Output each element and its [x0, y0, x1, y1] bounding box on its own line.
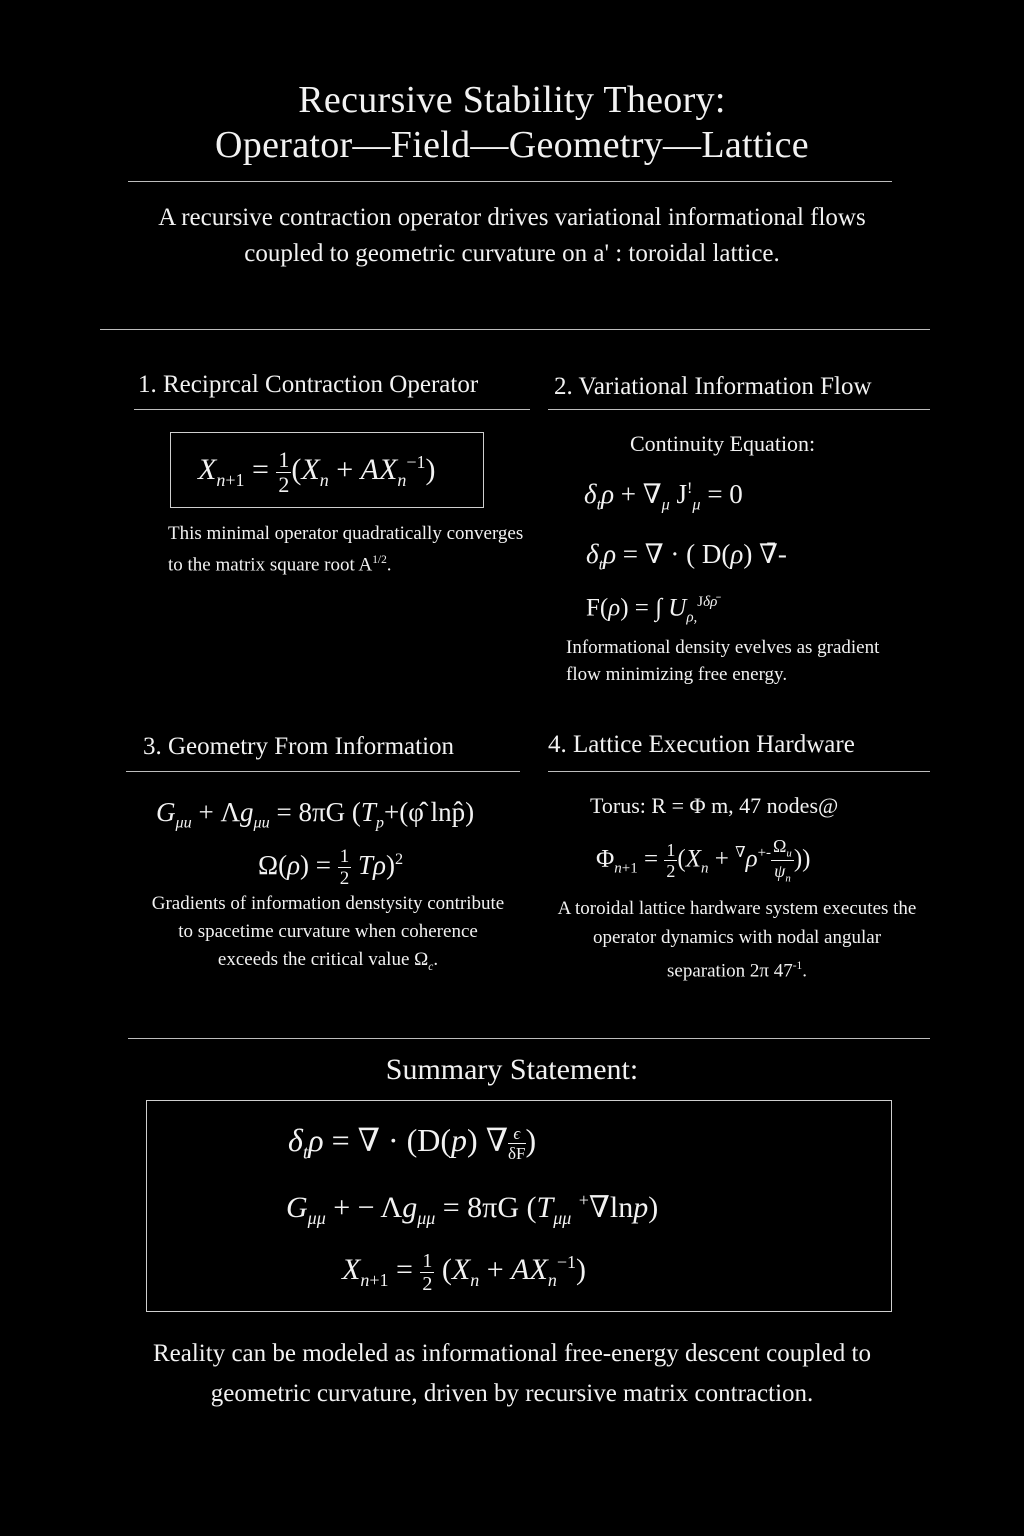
section-1-description-text: This minimal operator quadratically converges to the matrix square root A: [168, 523, 524, 576]
section-1-divider: [134, 409, 530, 410]
title-line-2: Operator—Field—Geometry—Lattice: [215, 124, 809, 166]
summary-flow-equation: $\delta_t\rho$ = ∇ · (D(p) ∇ $\frac{\epsilon}{\delta F}$ ): [288, 1122, 537, 1164]
section-3-description: Gradients of information denstysity contribute to spacetime curvature when coherence exceeds the critical value $\Omega_c$.: [151, 893, 505, 973]
section-2-description: Informational density evelves as gradient flow minimizing free energy.: [566, 637, 880, 685]
section-4-subheading: Torus: R = Φ m, 47 nodes@: [590, 793, 839, 818]
section-3-field-equation: $G_{\mu u} + \Lambda g_{\mu u} = 8\pi G$ ($T_p+(\varphî$ lnp̂): [156, 797, 475, 832]
summary-heading: Summary Statement:: [385, 1053, 639, 1086]
title-divider: [128, 181, 892, 182]
section-2-heading: 2. Variational Information Flow: [554, 373, 872, 400]
section-4-heading: 4. Lattice Execution Hardware: [548, 731, 855, 758]
section-2-continuity-equation: $\delta_t\rho + \nabla_\mu$ $J^!_\mu = 0$: [584, 479, 743, 514]
page-title: [0, 78, 1024, 168]
intro-divider: [100, 329, 930, 330]
summary-contraction-equation: $X_{n+1}$ = $\frac{1}{2}$ $(X_n + AX_n^{-1})$: [342, 1249, 586, 1295]
section-3-coherence-equation: Ω(ρ) = $\frac{1}{2}$ Tρ)$^2$: [258, 846, 404, 890]
section-1-equation: $X_{n+1}$ = $\frac{1}{2}$ $(X_n + AX_n^{-1})$: [198, 446, 436, 497]
summary-divider: [128, 1038, 930, 1039]
section-2-divider: [548, 409, 930, 410]
section-3-heading: 3. Geometry From Information: [143, 733, 455, 760]
section-2-free-energy: F(ρ) = ∫ $U_{\rho,}^{J\delta\rhō}$: [586, 594, 718, 626]
section-1-description: This minimal operator quadratically converges to the matrix square root $A^{1/2}$.: [168, 523, 524, 576]
closing-statement: Reality can be modeled as informational free-energy descent coupled to geometric curvature, driven by recursive matrix contraction.: [152, 1340, 871, 1407]
section-4-description-text: A toroidal lattice hardware system executes the operator dynamics with nodal angular separation 2π 47: [557, 898, 917, 982]
section-2-flow-equation: $\delta_t\rho$ = ∇ · ( D(ρ) ∇̄-: [586, 539, 787, 574]
section-4-divider: [548, 771, 930, 772]
section-3-description-text: Gradients of information denstysity contribute to spacetime curvature when coherence exceeds the critical value Ω: [151, 893, 505, 970]
title-line-1: Recursive Stability Theory:: [298, 79, 726, 121]
intro-text: A recursive contraction operator drives variational informational flows coupled to geometric curvature on a' : toroidal lattice.: [158, 204, 866, 267]
section-2-subheading: Continuity Equation:: [630, 431, 816, 456]
section-4-lattice-equation: $\Phi_{n+1}$ = $\frac{1}{2}$ ($X_n + ^\nabla\rho^{+-}$ $\frac{\Omega_u}{\psi_n}$ )): [596, 835, 811, 885]
section-4-description: A toroidal lattice hardware system executes the operator dynamics with nodal angular separation 2π $47^{-1}$.: [557, 898, 917, 982]
section-3-divider: [126, 771, 520, 772]
summary-field-equation: $G_{\mu\mu}$ + − $\Lambda g_{\mu\mu} = 8\pi G$ ($T_{\mu\mu}$ +∇lnp): [286, 1190, 659, 1228]
section-1-heading: 1. Reciprcal Contraction Operator: [138, 371, 479, 398]
